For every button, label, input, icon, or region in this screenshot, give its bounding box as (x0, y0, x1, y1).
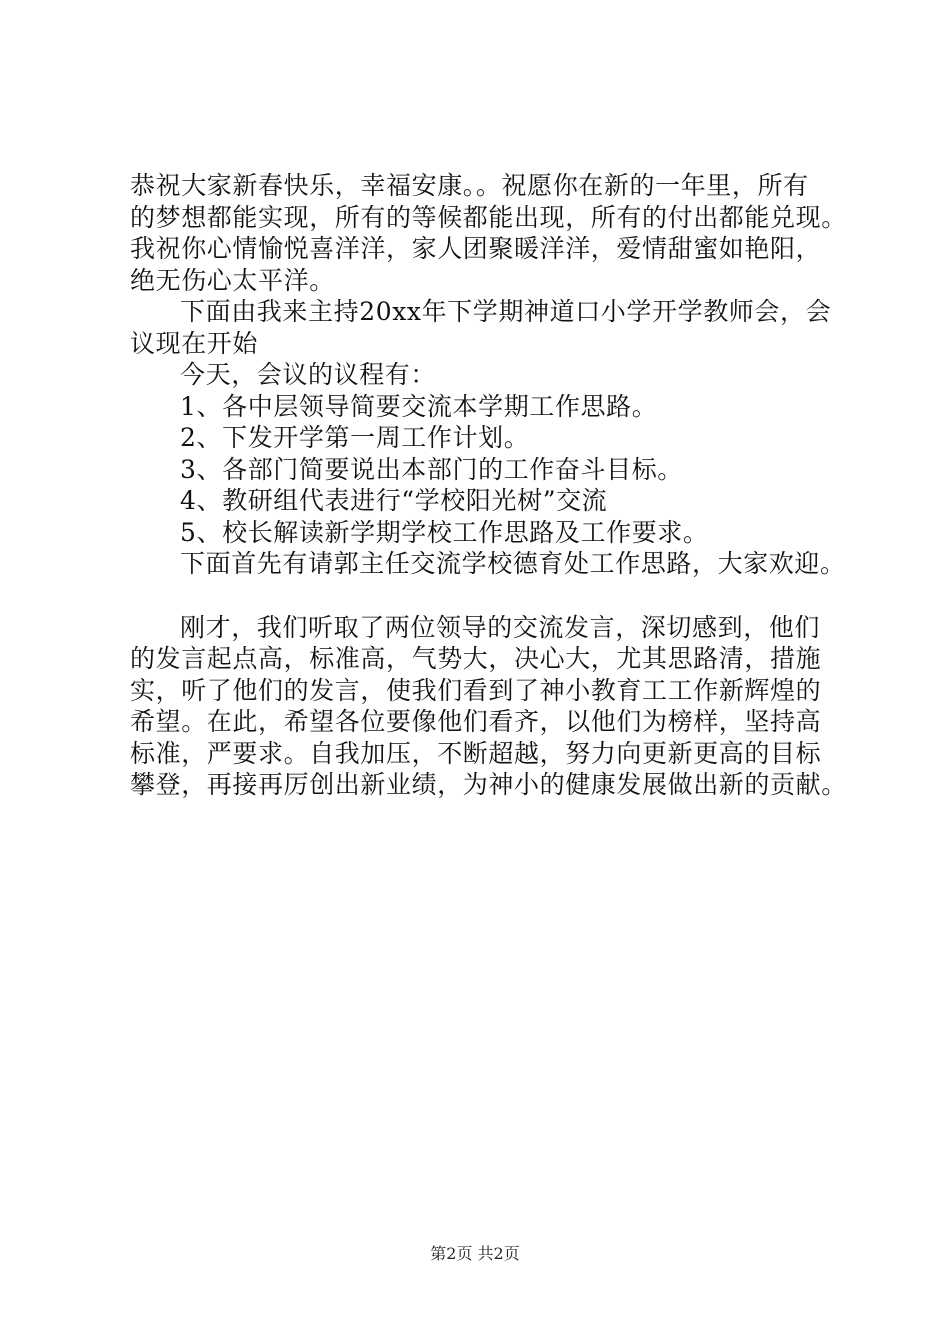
paragraph-gap (130, 580, 860, 612)
agenda-item: 1、各中层领导简要交流本学期工作思路。 (180, 391, 658, 421)
text-line: 攀登，再接再厉创出新业绩，为神小的健康发展做出新的贡献。 (130, 770, 847, 799)
agenda-intro: 今天，会议的议程有： (180, 360, 437, 389)
closing-paragraph (130, 612, 860, 801)
text-line: 的梦想都能实现，所有的等候都能出现，所有的付出都能兑现。 (130, 202, 847, 232)
agenda-item: 2、下发开学第一周工作计划。 (180, 423, 530, 452)
page-footer: 第2页 共2页 (430, 1244, 520, 1263)
agenda-item: 4、教研组代表进行“学校阳光树”交流 (180, 486, 608, 515)
text-line: 议现在开始 (130, 328, 259, 358)
text-line: 的发言起点高，标准高，气势大，决心大，尤其思路清，措施 (130, 644, 822, 673)
agenda-item: 3、各部门简要说出本部门的工作奋斗目标。 (180, 454, 683, 484)
greeting-paragraph (130, 170, 860, 296)
invite-paragraph: 下面首先有请郭主任交流学校德育处工作思路，大家欢迎。 (180, 549, 846, 578)
text-line: 实，听了他们的发言，使我们看到了神小教育工工作新辉煌的 (130, 675, 822, 705)
text-line: 我祝你心情愉悦喜洋洋，家人团聚暖洋洋，爱情甜蜜如艳阳， (130, 234, 822, 263)
agenda-item: 5、校长解读新学期学校工作思路及工作要求。 (180, 517, 709, 547)
text-line: 标准，严要求。自我加压，不断超越，努力向更新更高的目标 (130, 738, 822, 768)
text-line: 刚才，我们听取了两位领导的交流发言，深切感到，他们 (180, 612, 821, 642)
text-line: 希望。在此，希望各位要像他们看齐，以他们为榜样，坚持高 (130, 707, 822, 736)
opening-paragraph (130, 296, 860, 359)
text-line: 下面由我来主持20xx年下学期神道口小学开学教师会，会 (180, 297, 832, 326)
text-line: 绝无伤心太平洋。 (130, 265, 335, 295)
agenda-list (130, 391, 860, 549)
text-line: 恭祝大家新春快乐，幸福安康。。祝愿你在新的一年里，所有 (130, 171, 809, 200)
document-body (130, 170, 860, 801)
